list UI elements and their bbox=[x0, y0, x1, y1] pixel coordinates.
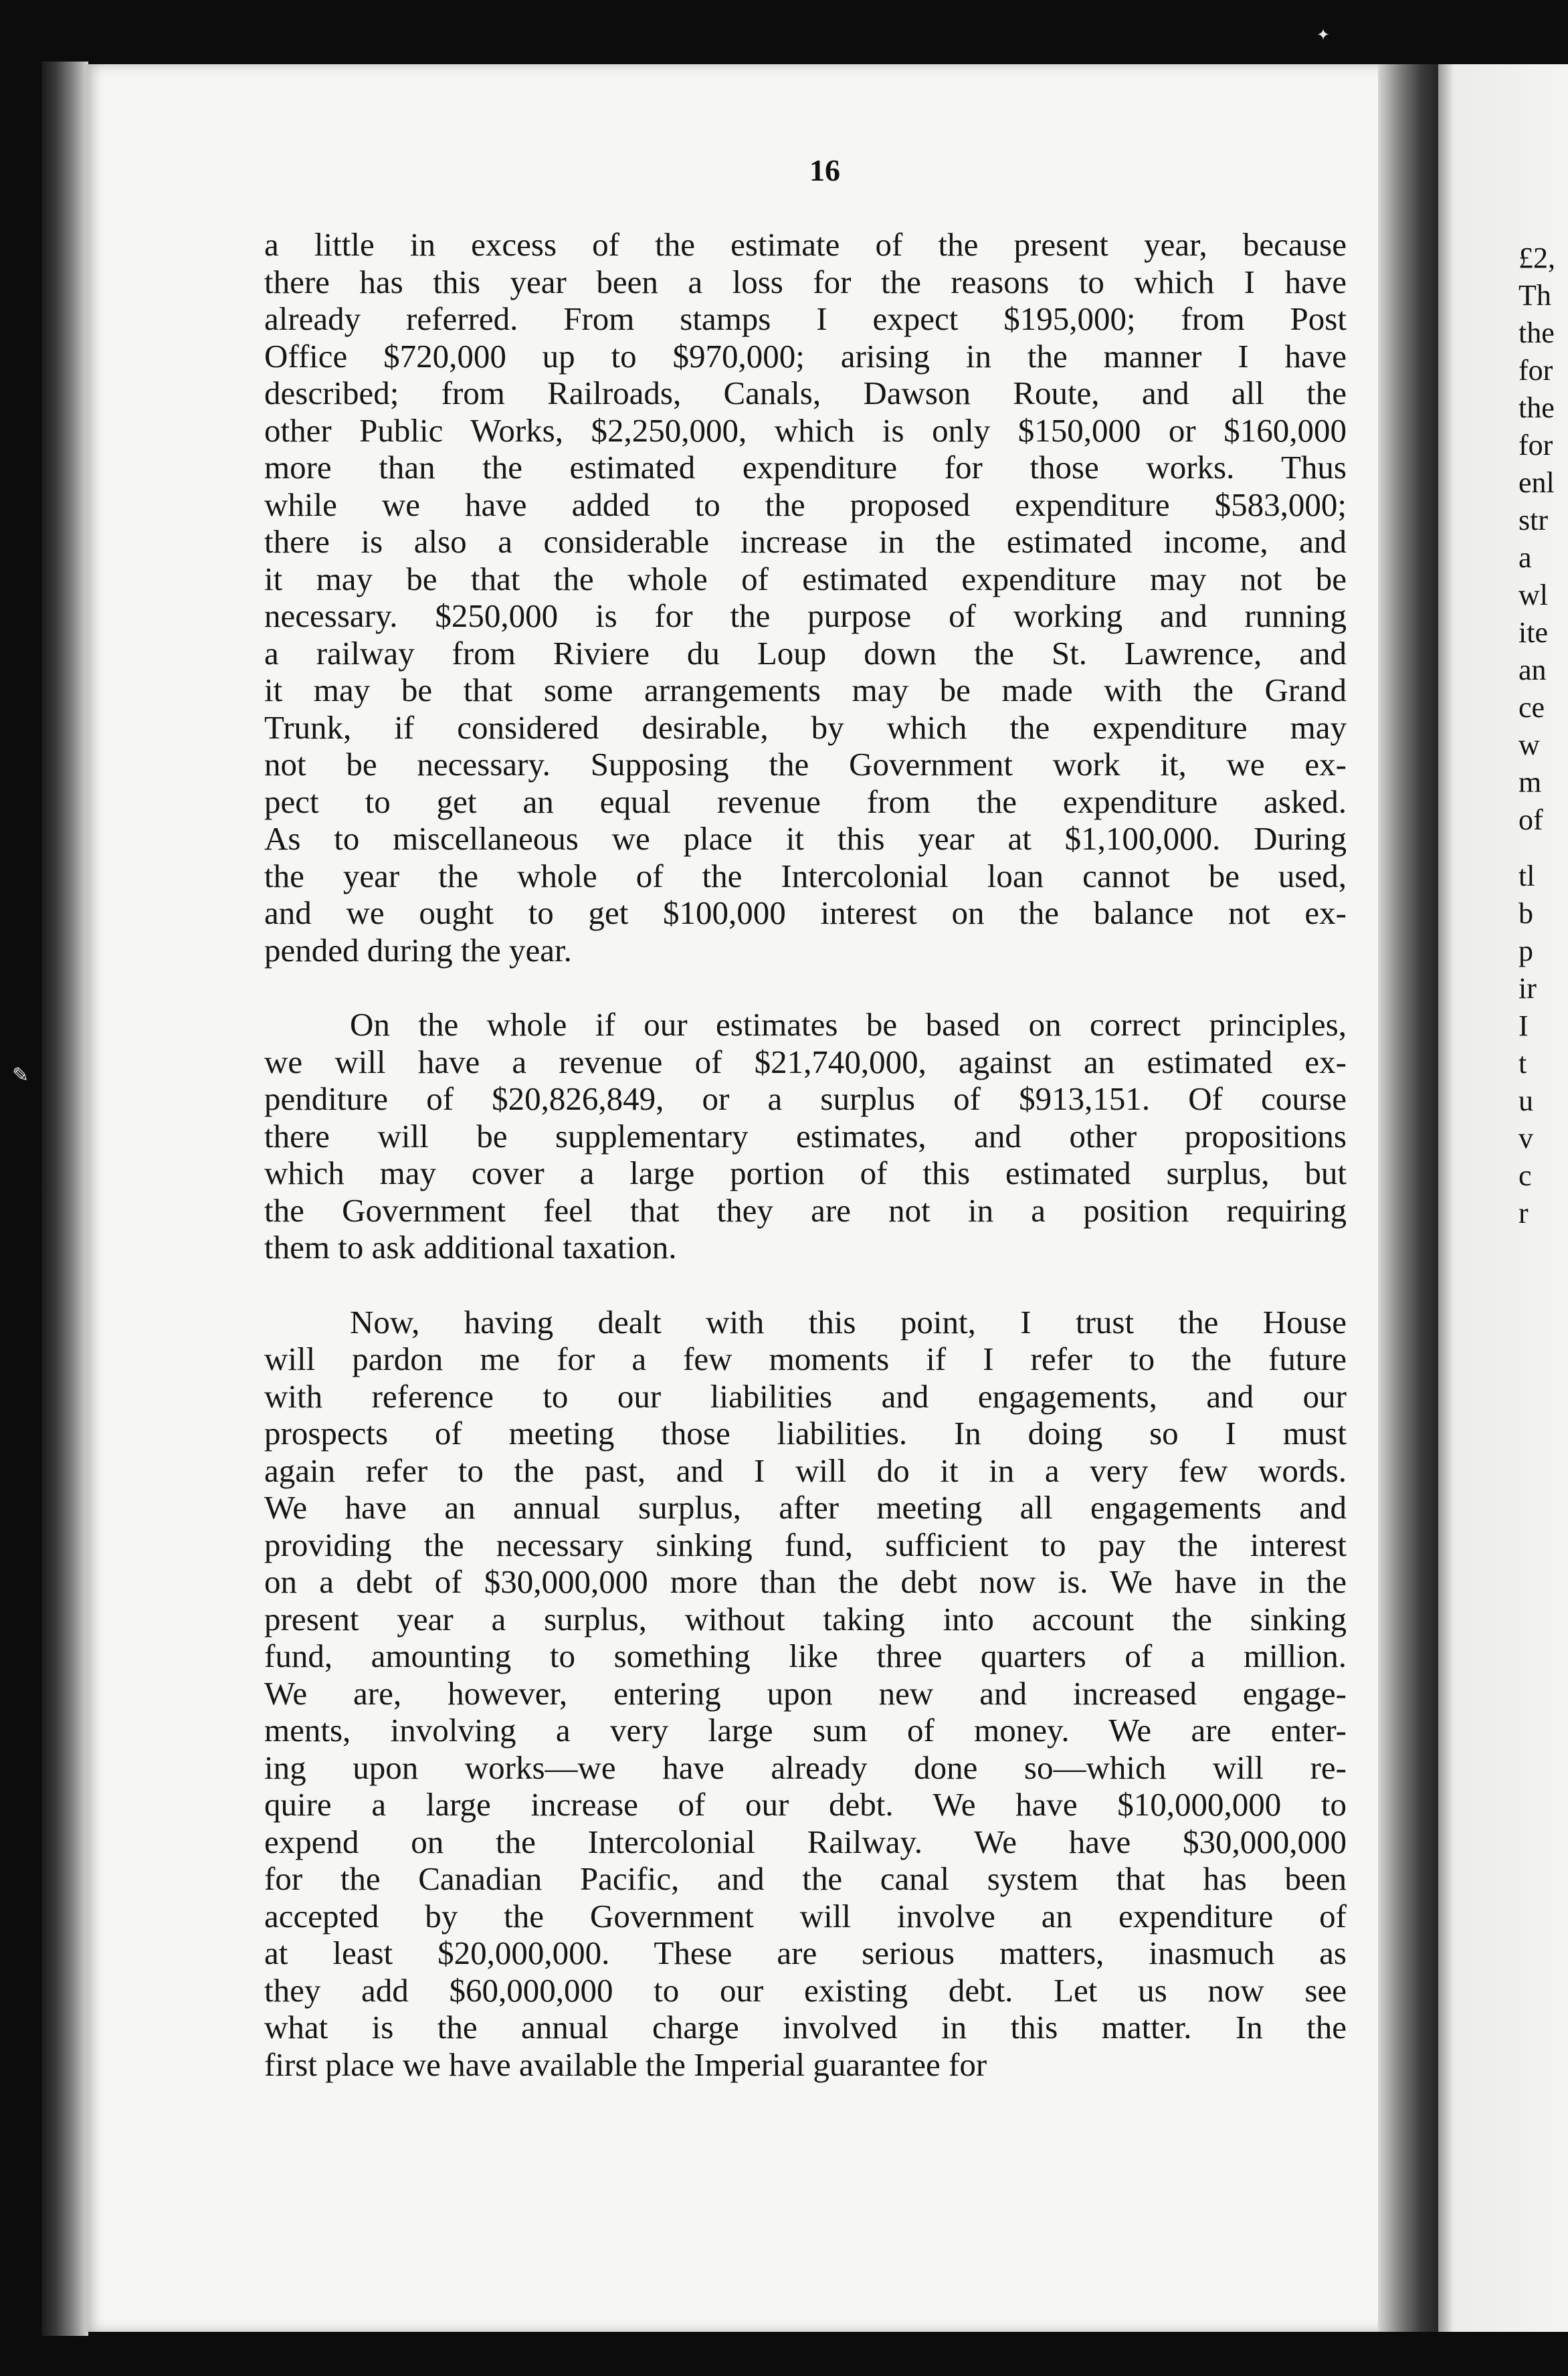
paragraph bbox=[264, 1006, 1347, 1266]
facing-line-fragment: for bbox=[1518, 429, 1553, 462]
facing-line-fragment: ite bbox=[1518, 616, 1548, 649]
facing-line-fragment: u bbox=[1518, 1084, 1533, 1117]
text-line: there is also a considerable increase in the estimated income, and bbox=[264, 523, 1347, 560]
facing-line-fragment: wl bbox=[1518, 579, 1548, 611]
scan-speck-icon: ✎ bbox=[12, 1064, 29, 1087]
text-line: again refer to the past, and I will do it in a very few words. bbox=[264, 1452, 1347, 1489]
facing-line-fragment: for bbox=[1518, 354, 1553, 387]
text-line: present year a surplus, without taking into account the sinking bbox=[264, 1600, 1347, 1638]
text-line: expend on the Intercolonial Railway. We have $30,000,000 bbox=[264, 1823, 1347, 1860]
facing-line-fragment: m bbox=[1518, 766, 1542, 799]
facing-page-text bbox=[1518, 239, 1555, 1232]
text-line: not be necessary. Supposing the Government work it, we ex- bbox=[264, 746, 1347, 783]
facing-line-fragment: I bbox=[1518, 1009, 1529, 1042]
scan-speck-icon: ✦ bbox=[1316, 25, 1331, 44]
text-line: prospects of meeting those liabilities. In doing so I must bbox=[264, 1415, 1347, 1452]
text-line: which may cover a large portion of this estimated surplus, but bbox=[264, 1155, 1347, 1191]
facing-line-fragment: t bbox=[1518, 1047, 1527, 1080]
text-line: quire a large increase of our debt. We have $10,000,000 to bbox=[264, 1786, 1347, 1823]
text-line: Trunk, if considered desirable, by which the expenditure may bbox=[264, 708, 1347, 746]
page-number: 16 bbox=[809, 153, 840, 187]
facing-line-fragment: c bbox=[1518, 1159, 1532, 1192]
facing-line-fragment: enl bbox=[1518, 466, 1555, 499]
text-line: on a debt of $30,000,000 more than the debt now is. We have in the bbox=[264, 1563, 1347, 1600]
text-line: with reference to our liabilities and engagements, and our bbox=[264, 1377, 1347, 1415]
text-line: a little in excess of the estimate of the present year, because bbox=[264, 226, 1347, 263]
facing-line-fragment: w bbox=[1518, 728, 1540, 761]
text-line: while we have added to the proposed expenditure $583,000; bbox=[264, 486, 1347, 523]
text-line: already referred. From stamps I expect $195,000; from Post bbox=[264, 300, 1347, 337]
text-line: Now, having dealt with this point, I trust the House bbox=[350, 1303, 1347, 1341]
text-line: accepted by the Government will involve an expenditure of bbox=[264, 1897, 1347, 1935]
text-line: ments, involving a very large sum of money. We are enter- bbox=[264, 1712, 1347, 1749]
binding-gutter bbox=[1378, 64, 1445, 2332]
facing-line-fragment: str bbox=[1518, 504, 1548, 536]
facing-line-fragment: p bbox=[1518, 934, 1533, 967]
paragraph bbox=[264, 1304, 1347, 2084]
text-line: fund, amounting to something like three quarters of a million. bbox=[264, 1638, 1347, 1674]
text-line: will pardon me for a few moments if I refer to the future bbox=[264, 1341, 1347, 1377]
facing-line-fragment: v bbox=[1518, 1122, 1533, 1155]
left-page-edge bbox=[41, 62, 88, 2336]
text-line: other Public Works, $2,250,000, which is only $150,000 or $160,000 bbox=[264, 411, 1347, 449]
facing-line-fragment: r bbox=[1518, 1197, 1529, 1229]
text-line: the Government feel that they are not in a position requiring bbox=[264, 1191, 1347, 1229]
text-line: Office $720,000 up to $970,000; arising in the manner I have bbox=[264, 337, 1347, 375]
text-line: it may be that some arrangements may be made with the Grand bbox=[264, 672, 1347, 708]
text-line: pended during the year. bbox=[264, 931, 572, 969]
text-line: there will be supplementary estimates, and other propositions bbox=[264, 1117, 1347, 1155]
facing-line-fragment: the bbox=[1518, 391, 1555, 424]
text-line: described; from Railroads, Canals, Dawson Route, and all the bbox=[264, 375, 1347, 411]
facing-line-fragment: b bbox=[1518, 897, 1533, 930]
facing-line-fragment: ir bbox=[1518, 972, 1537, 1005]
text-line: it may be that the whole of estimated expenditure may not be bbox=[264, 560, 1347, 597]
text-line: necessary. $250,000 is for the purpose of working and running bbox=[264, 597, 1347, 634]
text-line: them to ask additional taxation. bbox=[264, 1229, 677, 1266]
facing-page bbox=[1438, 64, 1568, 2332]
facing-gap bbox=[1518, 839, 1555, 858]
text-line: pect to get an equal revenue from the expenditure asked. bbox=[264, 783, 1347, 820]
facing-line-fragment: of bbox=[1518, 803, 1543, 836]
text-line: and we ought to get $100,000 interest on the balance not ex- bbox=[264, 894, 1347, 931]
text-line: We have an annual surplus, after meeting all engagements and bbox=[264, 1489, 1347, 1526]
text-line: they add $60,000,000 to our existing debt. Let us now see bbox=[264, 1971, 1347, 2009]
text-line: more than the estimated expenditure for those works. Thus bbox=[264, 449, 1347, 486]
text-line: We are, however, entering upon new and increased engage- bbox=[264, 1674, 1347, 1712]
text-line: penditure of $20,826,849, or a surplus of $913,151. Of course bbox=[264, 1080, 1347, 1117]
paragraph bbox=[264, 226, 1347, 969]
text-line: for the Canadian Pacific, and the canal system that has been bbox=[264, 1860, 1347, 1897]
page-body-text bbox=[264, 226, 1347, 2083]
text-line: what is the annual charge involved in this matter. In the bbox=[264, 2009, 1347, 2046]
facing-line-fragment: tl bbox=[1518, 860, 1535, 892]
text-line: ing upon works—we have already done so—which will re- bbox=[264, 1749, 1347, 1786]
facing-line-fragment: £2, bbox=[1518, 241, 1555, 274]
text-line: first place we have available the Imperial guarantee for bbox=[264, 2046, 987, 2083]
text-line: the year the whole of the Intercolonial loan cannot be used, bbox=[264, 857, 1347, 894]
text-line: providing the necessary sinking fund, sufficient to pay the interest bbox=[264, 1526, 1347, 1563]
text-line: On the whole if our estimates be based on correct principles, bbox=[350, 1006, 1347, 1043]
facing-line-fragment: Th bbox=[1518, 279, 1551, 312]
facing-line-fragment: an bbox=[1518, 654, 1547, 686]
text-line: at least $20,000,000. These are serious matters, inasmuch as bbox=[264, 1935, 1347, 1971]
text-line: we will have a revenue of $21,740,000, against an estimated ex- bbox=[264, 1043, 1347, 1080]
text-line: a railway from Riviere du Loup down the St. Lawrence, and bbox=[264, 634, 1347, 672]
text-line: As to miscellaneous we place it this year at $1,100,000. During bbox=[264, 820, 1347, 857]
facing-line-fragment: a bbox=[1518, 541, 1532, 574]
facing-line-fragment: ce bbox=[1518, 691, 1545, 724]
facing-line-fragment: the bbox=[1518, 316, 1555, 349]
text-line: there has this year been a loss for the reasons to which I have bbox=[264, 263, 1347, 300]
